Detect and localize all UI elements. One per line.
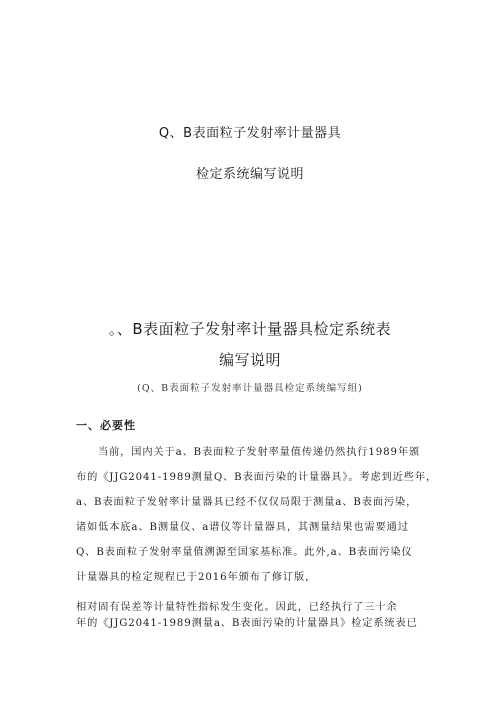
body-line: 诸如低本底a、B测量仪、a谱仪等计量器具，其测量结果也需要通过 [76, 522, 409, 533]
body-line: 相对固有误差等计量特性指标发生变化。因此，已经执行了三十余 [76, 602, 398, 613]
cover-title-line1: Q、B表面粒子发射率计量器具 [158, 126, 342, 141]
section-heading-necessity: 一、必要性 [76, 419, 136, 432]
cover-title-line2: 检定系统编写说明 [195, 167, 304, 182]
body-line: Q、B表面粒子发射率量值溯源至国家基标准。此外,a、B表面污染仪 [76, 547, 413, 558]
document-title-line1: 。、B表面粒子发射率计量器具检定系统表 [108, 320, 392, 338]
body-line: 当前，国内关于a、B表面粒子发射率量值传递仍然执行1989年颁 [98, 447, 421, 458]
body-line: a、B表面粒子发射率计量器具已经不仅仅局限于测量a、B表面污染， [76, 497, 418, 508]
body-line: 年的《JJG2041-1989测量a、B表面污染的计量器具》检定系统表已 [76, 618, 418, 629]
body-line: 布的《JJG2041-1989测量Q、B表面污染的计量器具》。考虑到近些年， [76, 472, 438, 483]
body-line: 计量器具的检定规程已于2016年颁布了修订版， [76, 572, 317, 583]
document-title-line2: 编写说明 [218, 351, 281, 369]
author-note: (Q、B表面粒子发射率计量器具检定系统编写组) [137, 383, 363, 394]
